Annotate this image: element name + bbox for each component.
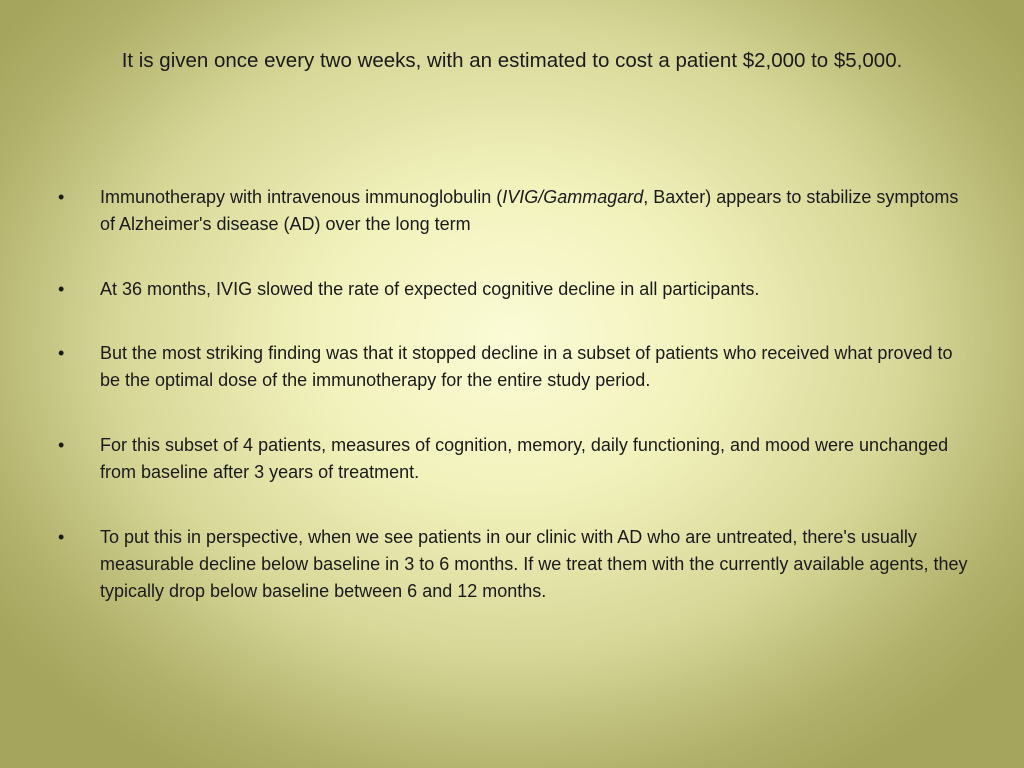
bullet-text [100,184,968,238]
bullet-text: At 36 months, IVIG slowed the rate of expected cognitive decline in all participants. [100,279,760,299]
bullet-text: For this subset of 4 patients, measures of cognition, memory, daily functioning, and mood were unchanged from baseline after 3 years of treatment. [100,435,949,482]
bullet-text-italic: IVIG/Gammagard [502,187,644,207]
bullet-text: To put this in perspective, when we see patients in our clinic with AD who are untreated, there's usually measurable decline below baseline in 3 to 6 months. If we treat them with the currently available agents, they typically drop below baseline between 6 and 12 months. [100,527,968,601]
bullet-item-ivig-intro [58,184,968,238]
bullet-icon: • [58,527,65,547]
bullet-item-perspective [58,524,968,605]
bullet-text: But the most striking finding was that it stopped decline in a subset of patients who received what proved to be the optimal dose of the immunotherapy for the entire study period. [100,343,953,390]
bullet-item-striking-finding [58,340,968,394]
bullet-icon: • [58,279,65,299]
bullet-item-36-months [58,276,968,303]
bullet-item-subset [58,432,968,486]
bullet-icon: • [58,343,65,363]
bullet-text-after: , Baxter) appears to stabilize symptoms of Alzheimer's disease (AD) over the long term [100,187,959,234]
bullet-icon: • [58,187,65,207]
slide-title: It is given once every two weeks, with an estimated to cost a patient $2,000 to $5,000. [121,49,903,72]
bullet-list [58,184,968,643]
bullet-icon: • [58,435,65,455]
bullet-text-before: Immunotherapy with intravenous immunoglobulin ( [100,187,503,207]
